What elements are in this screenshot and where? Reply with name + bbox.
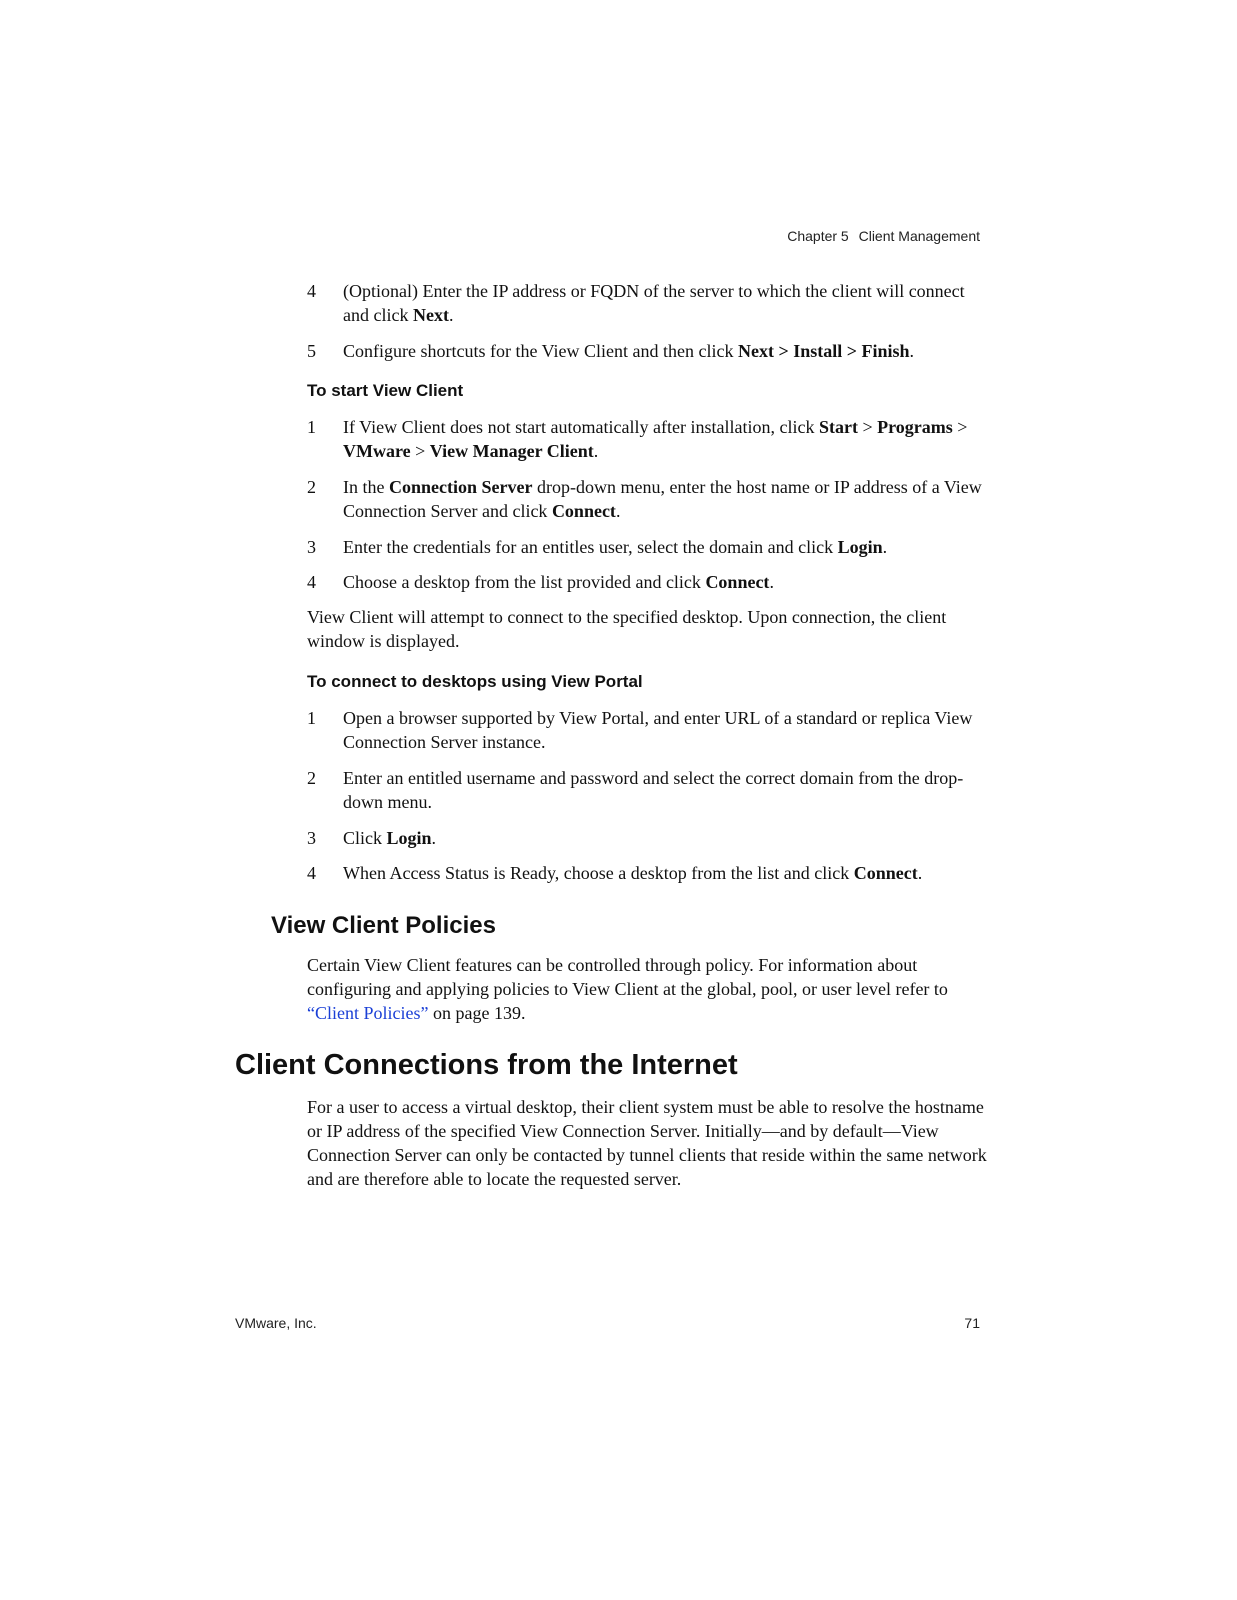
step-text: In the Connection Server drop-down menu, enter the host name or IP address of a View Connection Server and click Connect. bbox=[343, 477, 982, 521]
portal-step-3 bbox=[307, 826, 987, 850]
step-number: 4 bbox=[307, 572, 316, 592]
portal-step-4 bbox=[307, 861, 987, 885]
portal-step-2 bbox=[307, 766, 987, 814]
chapter-title: Client Management bbox=[858, 228, 980, 244]
chapter-number: Chapter 5 bbox=[787, 228, 849, 244]
start-step-2 bbox=[307, 475, 987, 523]
step-number: 4 bbox=[307, 281, 316, 301]
start-step-1 bbox=[307, 415, 987, 463]
step-text: If View Client does not start automatically after installation, click Start > Programs > VMware > View Manager Client. bbox=[343, 417, 968, 461]
step-number: 2 bbox=[307, 768, 316, 788]
step-number: 1 bbox=[307, 708, 316, 728]
step-text: Choose a desktop from the list provided and click Connect. bbox=[343, 572, 774, 592]
step-text: Open a browser supported by View Portal, and enter URL of a standard or replica View Connection Server instance. bbox=[343, 708, 973, 752]
portal-step-1 bbox=[307, 706, 987, 754]
footer-company: VMware, Inc. bbox=[235, 1315, 317, 1331]
step-number: 3 bbox=[307, 828, 316, 848]
install-step-5 bbox=[307, 339, 987, 363]
start-client-result: View Client will attempt to connect to the specified desktop. Upon connection, the client window is displayed. bbox=[307, 607, 947, 651]
step-text: Click Login. bbox=[343, 828, 437, 848]
client-policies-link[interactable]: “Client Policies” bbox=[307, 1003, 429, 1023]
footer-page-number: 71 bbox=[964, 1315, 980, 1331]
procedure-title-start-client: To start View Client bbox=[307, 381, 464, 400]
step-number: 5 bbox=[307, 341, 316, 361]
start-step-3 bbox=[307, 535, 987, 559]
install-step-4 bbox=[307, 279, 987, 327]
step-number: 2 bbox=[307, 477, 316, 497]
step-number: 3 bbox=[307, 537, 316, 557]
step-text: Enter an entitled username and password and select the correct domain from the drop-down menu. bbox=[343, 768, 964, 812]
chapter-heading-client-connections: Client Connections from the Internet bbox=[235, 1049, 738, 1081]
step-number: 1 bbox=[307, 417, 316, 437]
running-header bbox=[787, 228, 980, 244]
step-text: Configure shortcuts for the View Client and then click Next > Install > Finish. bbox=[343, 341, 915, 361]
step-text: (Optional) Enter the IP address or FQDN of the server to which the client will connect and click Next. bbox=[343, 281, 965, 325]
step-text: When Access Status is Ready, choose a desktop from the list and click Connect. bbox=[343, 863, 923, 883]
step-text: Enter the credentials for an entitles user, select the domain and click Login. bbox=[343, 537, 888, 557]
policies-paragraph: Certain View Client features can be controlled through policy. For information about configuring and applying policies to View Client at the global, pool, or user level refer to “Client Policies” on page 139. bbox=[307, 955, 948, 1023]
step-number: 4 bbox=[307, 863, 316, 883]
section-heading-view-client-policies: View Client Policies bbox=[271, 912, 496, 939]
start-step-4 bbox=[307, 570, 987, 594]
procedure-title-view-portal: To connect to desktops using View Portal bbox=[307, 672, 643, 691]
internet-paragraph: For a user to access a virtual desktop, their client system must be able to resolve the hostname or IP address of the specified View Connection Server. Initially—and by default—View Connection Server can only be contacted by tunnel clients that reside within the same network and are therefore able to locate the requested server. bbox=[307, 1097, 987, 1189]
